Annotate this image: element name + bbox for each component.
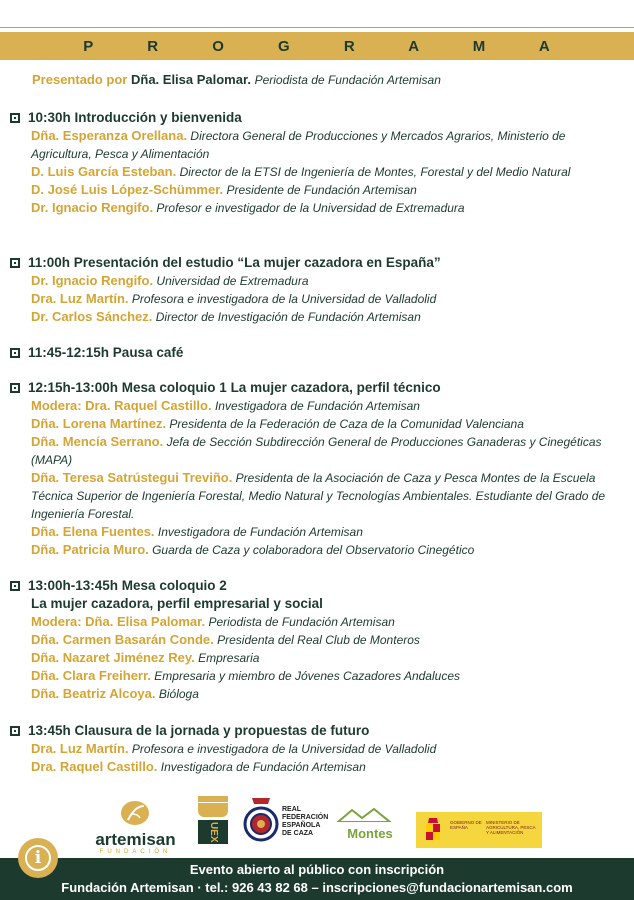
speaker-role: Investigadora de Fundación Artemisan: [160, 760, 366, 774]
speaker-name: Modera: Dra. Raquel Castillo.: [31, 398, 212, 413]
speaker-role: Investigadora de Fundación Artemisan: [214, 399, 420, 413]
montes-text: Montes: [347, 826, 393, 841]
speaker: [31, 541, 610, 559]
speaker-role: Director de Investigación de Fundación Artemisan: [155, 310, 421, 324]
bullet-icon: [10, 726, 20, 736]
speaker-role: Guarda de Caza y colaboradora del Observatorio Cinegético: [152, 543, 475, 557]
speaker-name: Dra. Luz Martín.: [31, 741, 129, 756]
speaker-name: Dña. Elena Fuentes.: [31, 524, 155, 539]
rfec-line-2: FEDERACIÓN: [282, 814, 329, 821]
speaker: [31, 631, 610, 649]
speaker-name: Dña. Patricia Muro.: [31, 542, 149, 557]
rfec-line-3: ESPAÑOLA: [282, 822, 321, 829]
speaker-name: Dra. Raquel Castillo.: [31, 759, 158, 774]
rfec-logo: [242, 794, 332, 848]
speaker-role: Periodista de Fundación Artemisan: [208, 615, 395, 629]
presenter-prefix: Presentado por: [32, 72, 128, 87]
bullet-icon: [10, 113, 20, 123]
speaker-role: Investigadora de Fundación Artemisan: [157, 525, 363, 539]
session-clausura: [10, 721, 610, 776]
speaker: [31, 163, 610, 181]
gobierno-text: GOBIERNO DE ESPAÑA: [450, 820, 482, 830]
session-title: 11:45-12:15h Pausa café: [28, 345, 184, 360]
speaker: [31, 415, 610, 433]
session-title: 13:00h-13:45h Mesa coloquio 2: [28, 578, 227, 593]
speaker-name: Dr. Carlos Sánchez.: [31, 309, 153, 324]
info-icon: i: [18, 838, 58, 878]
artemisan-wordmark: artemisan: [95, 830, 176, 849]
programa-header: [0, 32, 634, 60]
sponsor-logos: [0, 790, 634, 855]
speaker-name: Dña. Lorena Martínez.: [31, 416, 167, 431]
bullet-icon: [10, 348, 20, 358]
speaker: [31, 740, 610, 758]
speaker-role: Jefa de Sección Subdirección General de Producciones Ganaderas y Cinegéticas (MAPA): [31, 435, 602, 467]
session-title: 13:45h Clausura de la jornada y propuestas de futuro: [28, 723, 370, 738]
ministerio-logo: [416, 812, 542, 848]
speaker-name: Dña. Esperanza Orellana.: [31, 128, 188, 143]
spain-coat-of-arms-icon: [422, 816, 444, 844]
session-title: 10:30h Introducción y bienvenida: [28, 110, 242, 125]
session-introduccion: [10, 108, 610, 217]
speaker-role: Director de la ETSI de Ingeniería de Montes, Forestal y del Medio Natural: [179, 165, 571, 179]
speaker: [31, 685, 610, 703]
speaker-role: Presidenta de la Asociación de Caza y Pesca Montes de la Escuela Técnica Superior de Ingeniería Forestal, Medio Natural y Tecnologías Ambientales. Estudiante del Grado de Ingeniería Forestal.: [31, 471, 606, 521]
speaker-name: Dña. Beatriz Alcoya.: [31, 686, 156, 701]
speaker-role: Profesor e investigador de la Universidad de Extremadura: [156, 201, 465, 215]
speaker: [31, 469, 610, 523]
uex-logo: [196, 796, 230, 846]
speaker: [31, 433, 610, 469]
ministerio-text: MINISTERIO DE AGRICULTURA, PESCA Y ALIMENTACIÓN: [486, 820, 536, 835]
programa-title: P R O G R A M A: [83, 37, 575, 55]
speaker-role: Presidente de Fundación Artemisan: [226, 183, 417, 197]
speaker-name: D. Luis García Esteban.: [31, 164, 177, 179]
speaker-name: Dr. Ignacio Rengifo.: [31, 273, 154, 288]
speaker-role: Directora General de Producciones y Mercados Agrarios, Ministerio de Agricultura, Pesca y Alimentación: [31, 129, 566, 161]
footer-line-2: Fundación Artemisan · tel.: 926 43 82 68 – inscripciones@fundacionartemisan.com: [61, 880, 573, 895]
artemisan-subtitle: FUNDACIÓN: [99, 849, 172, 855]
speaker: [31, 308, 610, 326]
speaker-name: Dña. Clara Freiherr.: [31, 668, 151, 683]
top-rule: [0, 27, 634, 28]
speaker-role: Profesora e investigadora de la Universidad de Valladolid: [131, 742, 437, 756]
rfec-line-4: DE CAZA: [282, 830, 314, 837]
rfec-crest-icon: [242, 794, 280, 846]
speaker-role: Empresaria: [198, 651, 260, 665]
speaker: [31, 272, 610, 290]
speaker-role: Empresaria y miembro de Jóvenes Cazadores Andaluces: [154, 669, 460, 683]
montes-mountains-icon: [334, 808, 406, 822]
speaker-name: Dña. Carmen Basarán Conde.: [31, 632, 214, 647]
speaker-name: Modera: Dña. Elisa Palomar.: [31, 614, 206, 629]
speaker-role: Profesora e investigadora de la Universidad de Valladolid: [131, 292, 437, 306]
speaker: [31, 758, 610, 776]
speaker-name: D. José Luis López-Schümmer.: [31, 182, 224, 197]
session-title: 12:15h-13:00h Mesa coloquio 1 La mujer cazadora, perfil técnico: [28, 380, 441, 395]
speaker-name: Dr. Ignacio Rengifo.: [31, 200, 154, 215]
speaker: [31, 649, 610, 667]
montes-logo: [334, 808, 406, 842]
speaker-role: Presidenta del Real Club de Monteros: [217, 633, 420, 647]
artemisan-leaf-icon: [88, 800, 183, 826]
artemisan-logo: [88, 800, 183, 855]
presenter-role: Periodista de Fundación Artemisan: [254, 73, 441, 87]
speaker-name: Dña. Teresa Satrústegui Treviño.: [31, 470, 233, 485]
presenter-name: Dña. Elisa Palomar.: [130, 72, 251, 87]
session-subtitle: La mujer cazadora, perfil empresarial y social: [31, 596, 323, 611]
speaker: [31, 290, 610, 308]
speaker: [31, 667, 610, 685]
session-pausa-cafe: [10, 343, 610, 362]
rfec-line-1: REAL: [282, 806, 302, 813]
session-presentacion-estudio: [10, 253, 610, 326]
footer-bar: [0, 858, 634, 900]
bullet-icon: [10, 258, 20, 268]
speaker-role: Presidenta de la Federación de Caza de la Comunidad Valenciana: [169, 417, 524, 431]
speaker: [31, 523, 610, 541]
speaker-name: Dña. Nazaret Jiménez Rey.: [31, 650, 195, 665]
speaker: [31, 127, 610, 163]
session-title: 11:00h Presentación del estudio “La mujer cazadora en España”: [28, 255, 441, 270]
speaker-role: Bióloga: [158, 687, 199, 701]
uex-text: UEX: [198, 820, 228, 844]
speaker-role: Universidad de Extremadura: [156, 274, 309, 288]
session-mesa-coloquio-1: [10, 378, 610, 559]
presenter-line: [32, 72, 441, 87]
speaker: [31, 613, 610, 631]
speaker-name: Dra. Luz Martín.: [31, 291, 129, 306]
speaker: [31, 199, 610, 217]
bullet-icon: [10, 383, 20, 393]
session-mesa-coloquio-2: [10, 576, 610, 703]
bullet-icon: [10, 581, 20, 591]
speaker: [31, 397, 610, 415]
speaker-name: Dña. Mencía Serrano.: [31, 434, 164, 449]
speaker: [31, 181, 610, 199]
footer-line-1: Evento abierto al público con inscripción: [189, 862, 445, 877]
